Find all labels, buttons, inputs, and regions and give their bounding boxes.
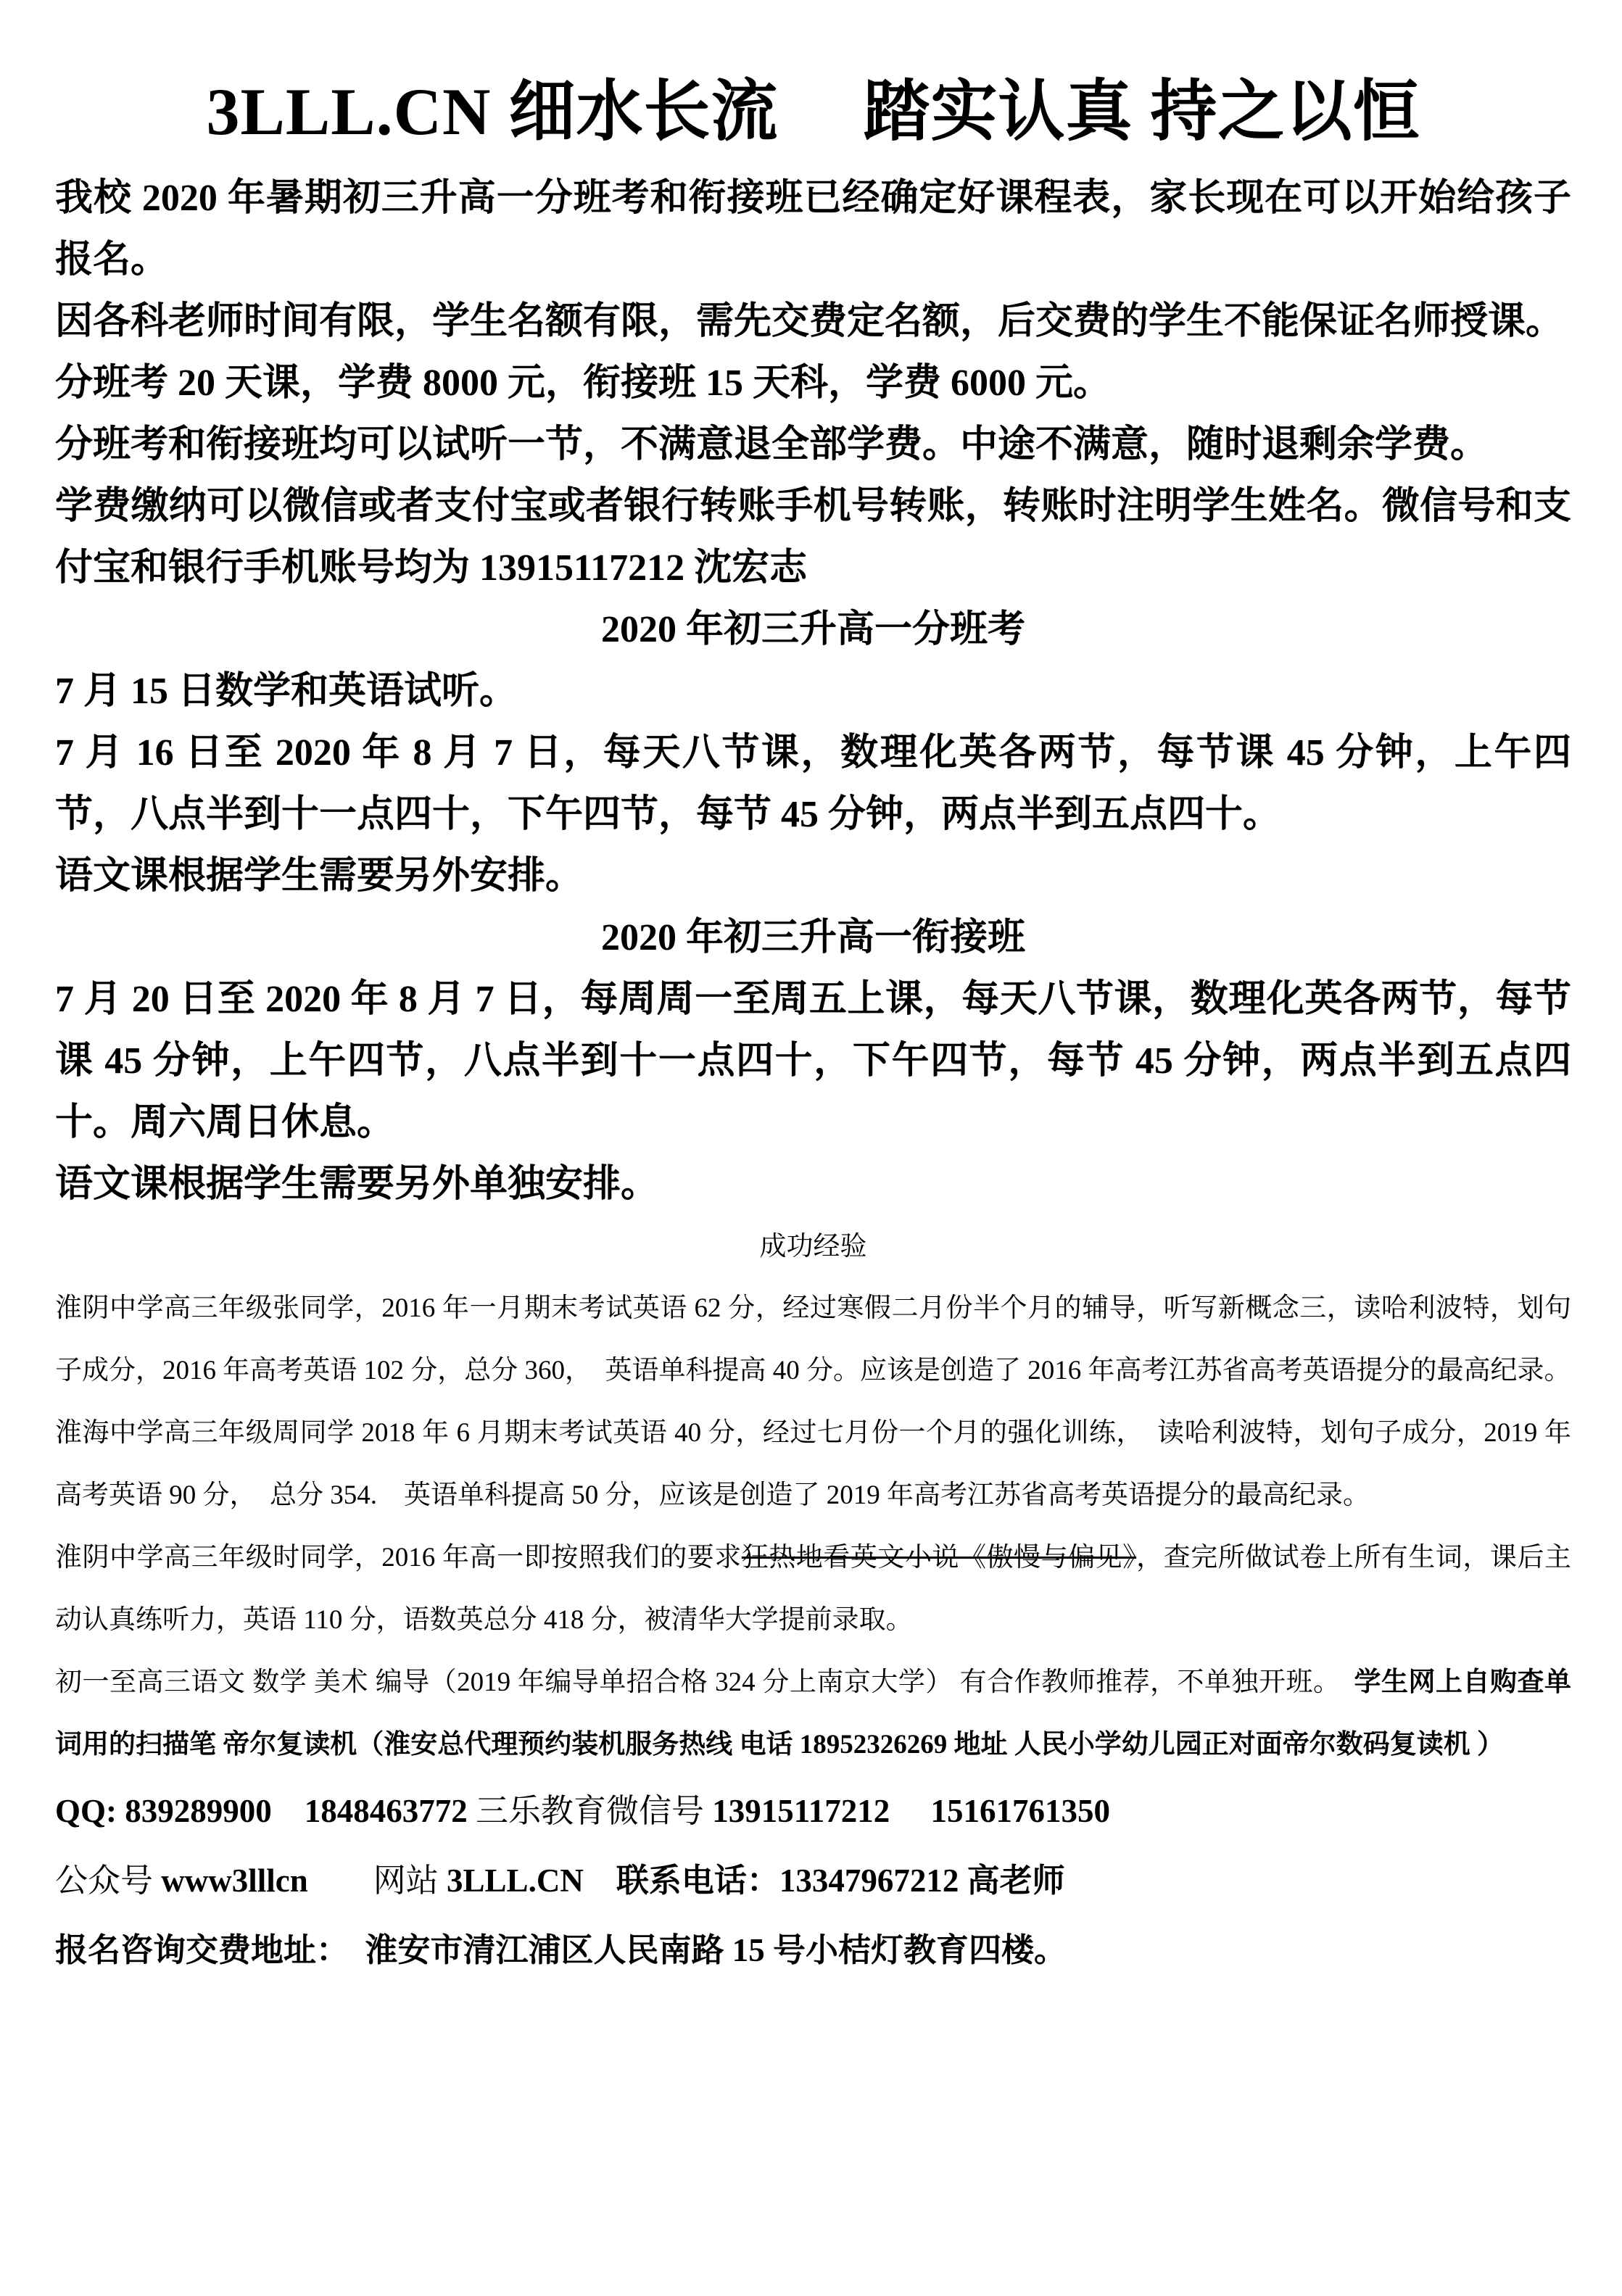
offerings-text-bold: 学生网上自购查单词用的扫描笔 帝尔复读机（淮安总代理预约装机服务热线 电话 18952326269 地址 人民小学幼儿园正对面帝尔数码复读机 ） [55, 1667, 1572, 1760]
exam-section-heading: 2020 年初三升高一分班考 [600, 609, 1025, 651]
spacer-text [584, 1862, 616, 1899]
story-3-text-after: ，查完所做试卷上所有生词，课后主动认真练听力，英语 110 分，语数英总分 418 分，被清华大学提前录取。 [55, 1543, 1572, 1636]
bridge-section-heading: 2020 年初三升高一衔接班 [600, 917, 1025, 959]
contact-line-qq [55, 1776, 1571, 1846]
intro-paragraph-4: 分班考和衔接班均可以试听一节，不满意退全部学费。中途不满意，随时退剩余学费。 [55, 424, 1489, 466]
official-account-value: www3lllcn [161, 1862, 308, 1899]
wechat-numbers: 13915117212 15161761350 [712, 1793, 1111, 1830]
intro-paragraph-2: 因各科老师时间有限，学生名额有限，需先交费定名额，后交费的学生不能保证名师授课。 [55, 301, 1564, 343]
story-3-strikethrough-text: 狂热地看英文小说《傲慢与偏见》 [741, 1543, 1137, 1573]
qq-numbers: QQ: 839289900 1848463772 [55, 1793, 476, 1830]
bridge-paragraph-2: 语文课根据学生需要另外单独安排。 [55, 1164, 659, 1206]
bridge-paragraph-1: 7 月 20 日至 2020 年 8 月 7 日，每周周一至周五上课，每天八节课，数理化英各两节，每节课 45 分钟，上午四节，八点半到十一点四十，下午四节，每节 45 分钟，两点半到五点四十。周六周日休息。 [55, 979, 1571, 1144]
official-account-label: 公众号 [55, 1862, 162, 1899]
success-story-2: 淮海中学高三年级周同学 2018 年 6 月期末考试英语 40 分，经过七月份一个月的强化训练， 读哈利波特，划句子成分，2019 年高考英语 90 分， 总分 354. 英语单科提高 50 分，应该是创造了 2019 年高考江苏省高考英语提分的最高纪录。 [55, 1418, 1571, 1511]
offerings-text-normal: 初一至高三语文 数学 美术 编导（2019 年编导单招合格 324 分上南京大学） 有合作教师推荐，不单独开班。 [55, 1667, 1354, 1698]
wechat-label: 三乐教育微信号 [476, 1793, 713, 1830]
success-section-heading: 成功经验 [759, 1231, 867, 1261]
intro-paragraph-1: 我校 2020 年暑期初三升高一分班考和衔接班已经确定好课程表，家长现在可以开始给孩子报名。 [55, 178, 1571, 281]
intro-paragraph-3: 分班考 20 天课，学费 8000 元，衔接班 15 天科，学费 6000 元。 [55, 362, 1112, 405]
website-label: 网站 [307, 1862, 447, 1899]
intro-paragraph-5: 学费缴纳可以微信或者支付宝或者银行转账手机号转账，转账时注明学生姓名。微信号和支付宝和银行手机账号均为 13915117212 沈宏志 [55, 486, 1571, 589]
exam-paragraph-2: 7 月 16 日至 2020 年 8 月 7 日，每天八节课，数理化英各两节，每节课 45 分钟，上午四节，八点半到十一点四十，下午四节，每节 45 分钟，两点半到五点四十。 [55, 732, 1571, 836]
story-3-text-before: 淮阴中学高三年级时同学，2016 年高一即按照我们的要求 [55, 1543, 742, 1573]
website-value: 3LLL.CN [447, 1862, 584, 1899]
phone-and-teacher: 联系电话：13347967212 高老师 [616, 1862, 1065, 1899]
offerings-paragraph [55, 1651, 1571, 1776]
success-story-1: 淮阴中学高三年级张同学，2016 年一月期末考试英语 62 分，经过寒假二月份半个月的辅导，听写新概念三，读哈利波特，划句子成分，2016 年高考英语 102 分，总分 360， 英语单科提高 40 分。应该是创造了 2016 年高考江苏省高考英语提分的最高纪录。 [55, 1293, 1571, 1386]
success-story-3 [55, 1527, 1571, 1651]
contact-line-web [55, 1846, 1571, 1915]
address-line: 报名咨询交费地址： 淮安市清江浦区人民南路 15 号小桔灯教育四楼。 [55, 1932, 1067, 1969]
exam-paragraph-1: 7 月 15 日数学和英语试听。 [55, 671, 518, 713]
page-title: 3LLL.CN 细水长流 踏实认真 持之以恒 [206, 75, 1420, 149]
exam-paragraph-3: 语文课根据学生需要另外安排。 [55, 855, 584, 898]
